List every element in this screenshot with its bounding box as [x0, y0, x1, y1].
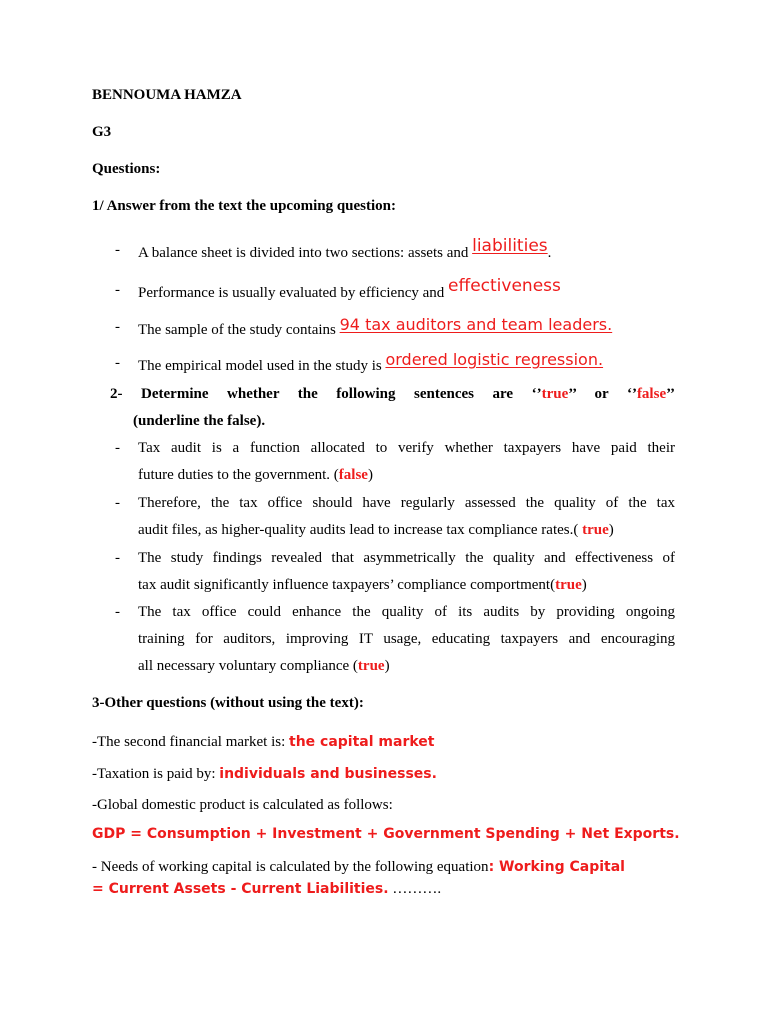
list-item-line	[138, 522, 614, 539]
list-dash: -	[115, 319, 120, 335]
section3-question-2	[92, 766, 437, 783]
list-dash: -	[115, 355, 120, 371]
list-dash: -	[115, 550, 120, 566]
list-item-line: The tax office could enhance the quality of its audits by providing ongoing	[138, 604, 675, 620]
list-item-line	[138, 467, 373, 484]
item-answer: false	[338, 467, 368, 483]
item-text: The empirical model used in the study is	[138, 358, 386, 374]
list-item-line: The study findings revealed that asymmetrically the quality and effectiveness of	[138, 550, 675, 566]
item-tail: )	[367, 467, 373, 483]
list-item	[138, 236, 552, 261]
item-text: audit files, as higher-quality audits lead to increase tax compliance rates.(	[138, 522, 583, 538]
section3-question-3: -Global domestic product is calculated as follows:	[92, 797, 393, 813]
item-text: A balance sheet is divided into two sections: assets and	[138, 245, 473, 261]
list-dash: -	[115, 495, 120, 511]
item-answer: ordered logistic regression.	[385, 350, 604, 369]
item-text: Performance is usually evaluated by efficiency and	[138, 285, 449, 301]
item-tail: )	[608, 522, 614, 538]
item-answer: true	[582, 522, 609, 538]
question-answer: individuals and businesses.	[219, 766, 437, 782]
question-answer: = Current Assets - Current Liabilities.	[92, 881, 389, 897]
item-answer: liabilities	[472, 236, 548, 256]
question-answer: the capital market	[289, 734, 435, 750]
list-item	[138, 350, 604, 374]
section1-title: 1/ Answer from the text the upcoming question:	[92, 198, 397, 214]
section2-title-b: ’’ or ‘’	[568, 386, 637, 402]
section2-title	[110, 386, 675, 403]
gdp-formula: GDP = Consumption + Investment + Government Spending + Net Exports.	[92, 826, 680, 842]
item-text: tax audit significantly influence taxpayers’ compliance comportment(	[138, 577, 556, 593]
item-text: all necessary voluntary compliance (	[138, 658, 358, 674]
section2-title-a: 2- Determine whether the following sentences are ‘’	[110, 386, 542, 402]
section2-title-c: ’’	[666, 386, 675, 402]
item-text: future duties to the government. (	[138, 467, 339, 483]
question-text: -The second financial market is:	[92, 734, 290, 750]
section2-title-line2: (underline the false).	[133, 413, 266, 429]
question-answer: : Working Capital	[488, 859, 625, 875]
item-tail: )	[384, 658, 390, 674]
section3-title: 3-Other questions (without using the text):	[92, 695, 364, 711]
list-item-line	[138, 658, 390, 675]
list-dash: -	[115, 604, 120, 620]
question-text: - Needs of working capital is calculated by the following equation	[92, 859, 489, 875]
item-tail: )	[581, 577, 587, 593]
list-item-line	[138, 577, 587, 594]
list-item	[138, 276, 561, 301]
item-text: The sample of the study contains	[138, 322, 340, 338]
item-answer: true	[357, 658, 385, 674]
group-label: G3	[92, 124, 112, 140]
student-name: BENNOUMA HAMZA	[92, 87, 242, 103]
list-dash: -	[115, 282, 120, 298]
list-item	[138, 315, 613, 338]
section2-title-false: false	[636, 386, 667, 402]
section3-question-4-line2	[92, 881, 441, 898]
item-answer: effectiveness	[448, 276, 561, 296]
question-tail: ……….	[388, 881, 442, 897]
question-text: -Taxation is paid by:	[92, 766, 220, 782]
item-answer: 94 tax auditors and team leaders.	[339, 315, 613, 334]
questions-heading: Questions:	[92, 161, 161, 177]
list-dash: -	[115, 242, 120, 258]
list-item-line: Therefore, the tax office should have regularly assessed the quality of the tax	[138, 495, 675, 511]
list-dash: -	[115, 440, 120, 456]
section3-question-4	[92, 859, 625, 876]
list-item-line: Tax audit is a function allocated to verify whether taxpayers have paid their	[138, 440, 675, 456]
section2-title-true: true	[541, 386, 569, 402]
list-item-line: training for auditors, improving IT usage, educating taxpayers and encouraging	[138, 631, 675, 647]
item-answer: true	[555, 577, 582, 593]
item-tail: .	[547, 245, 552, 261]
section3-question-1	[92, 734, 434, 751]
